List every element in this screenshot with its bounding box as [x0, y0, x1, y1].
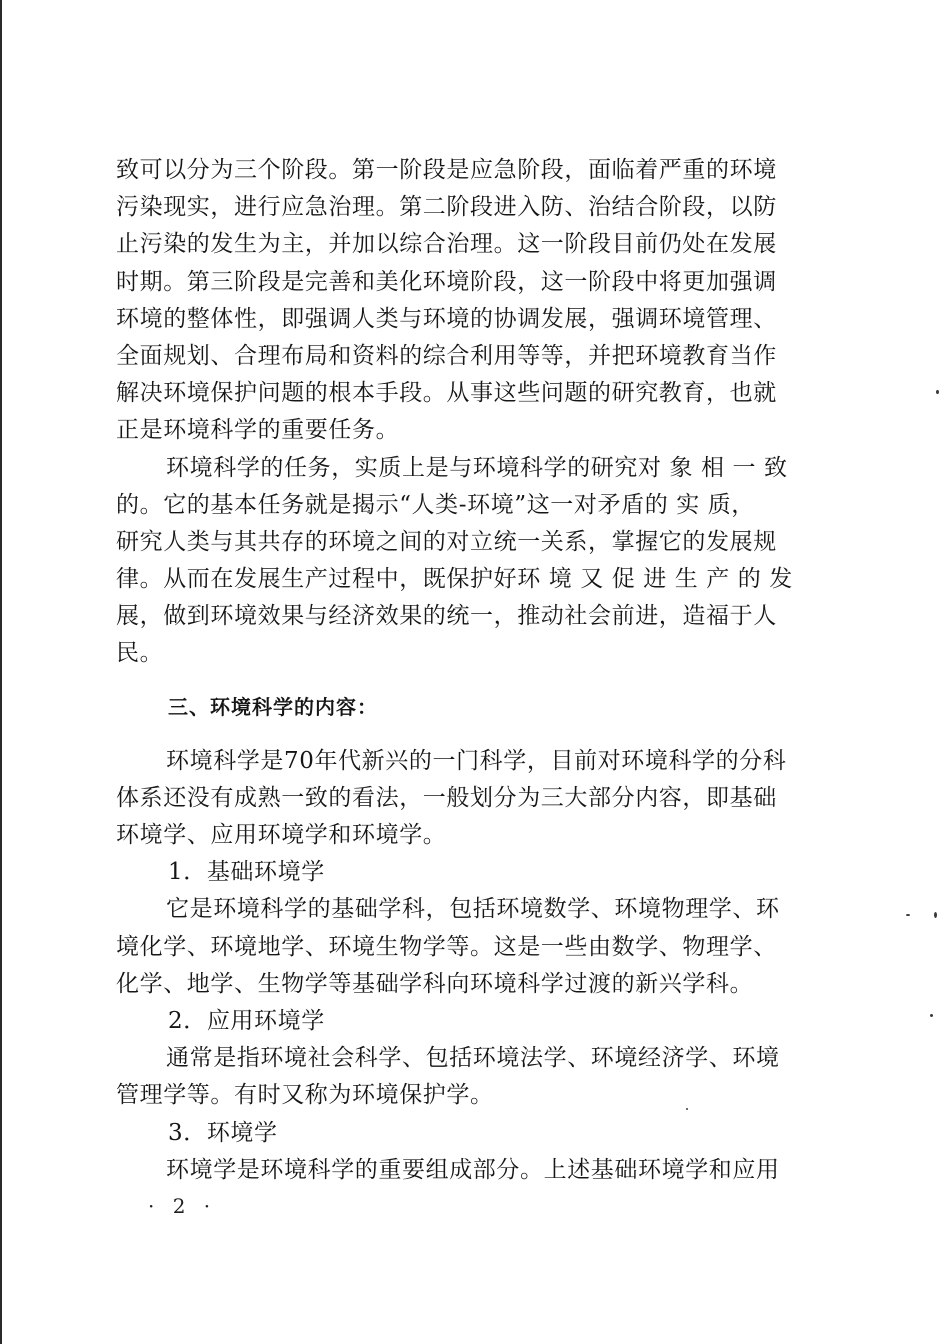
text-line: 止污染的发生为主，并加以综合治理。这一阶段目前仍处在发展: [116, 231, 777, 258]
subsection-heading: 1．基础环境学: [168, 859, 325, 886]
text-line: 环境的整体性，即强调人类与环境的协调发展，强调环境管理、: [116, 305, 777, 332]
text-line: 全面规划、合理布局和资料的综合利用等等，并把环境教育当作: [116, 342, 777, 369]
scan-speck: [930, 1014, 933, 1017]
text-line: 时期。第三阶段是完善和美化环境阶段，这一阶段中将更加强调: [116, 268, 777, 295]
scan-speck: [934, 912, 937, 918]
text-line: 的。它的基本任务就是揭示“人类-环境”这一对矛盾的 实 质，: [116, 491, 755, 518]
text-line: 体系还没有成熟一致的看法，一般划分为三大部分内容，即基础: [116, 784, 777, 811]
subsection-heading: 2．应用环境学: [168, 1007, 325, 1034]
text-line: 环境科学是70年代新兴的一门科学，目前对环境科学的分科: [166, 747, 787, 774]
text-line: 境化学、环境地学、环境生物学等。这是一些由数学、物理学、: [116, 933, 777, 960]
section-gap: [116, 727, 832, 743]
page-left-edge: [0, 0, 2, 1344]
text-line: 污染现实，进行应急治理。第二阶段进入防、治结合阶段，以防: [116, 194, 777, 221]
text-line: 化学、地学、生物学等基础学科向环境科学过渡的新兴学科。: [116, 970, 754, 997]
text-line: 民。: [116, 640, 164, 667]
subsection-heading: 3．环境学: [168, 1119, 278, 1146]
text-line: 致可以分为三个阶段。第一阶段是应急阶段，面临着严重的环境: [116, 157, 777, 183]
text-line: 它是环境科学的基础学科，包括环境数学、环境物理学、环: [166, 896, 780, 923]
document-page: [116, 152, 832, 1189]
scan-speck: [936, 390, 939, 394]
scan-speck: [906, 914, 910, 916]
text-line: 正是环境科学的重要任务。: [116, 417, 400, 444]
text-line: 通常是指环境社会科学、包括环境法学、环境经济学、环境: [166, 1045, 780, 1072]
text-line: 环境科学的任务，实质上是与环境科学的研究对 象 相 一 致: [166, 454, 788, 481]
text-line: 环境学是环境科学的重要组成部分。上述基础环境学和应用: [166, 1156, 780, 1183]
page-number: · 2 ·: [148, 1194, 217, 1218]
scan-speck: [686, 1108, 688, 1110]
section-gap: [116, 673, 832, 687]
text-line: 解决环境保护问题的根本手段。从事这些问题的研究教育，也就: [116, 380, 777, 407]
section-heading: 三、环境科学的内容：: [168, 694, 378, 719]
text-line: 管理学等。有时又称为环境保护学。: [116, 1082, 494, 1109]
text-line: 研究人类与其共存的环境之间的对立统一关系，掌握它的发展规: [116, 528, 777, 555]
text-line: 环境学、应用环境学和环境学。: [116, 822, 447, 848]
text-line: 律。从而在发展生产过程中，既保护好环 境 又 促 进 生 产 的 发: [116, 566, 793, 593]
text-line: 展，做到环境效果与经济效果的统一，推动社会前进，造福于人: [116, 603, 777, 630]
